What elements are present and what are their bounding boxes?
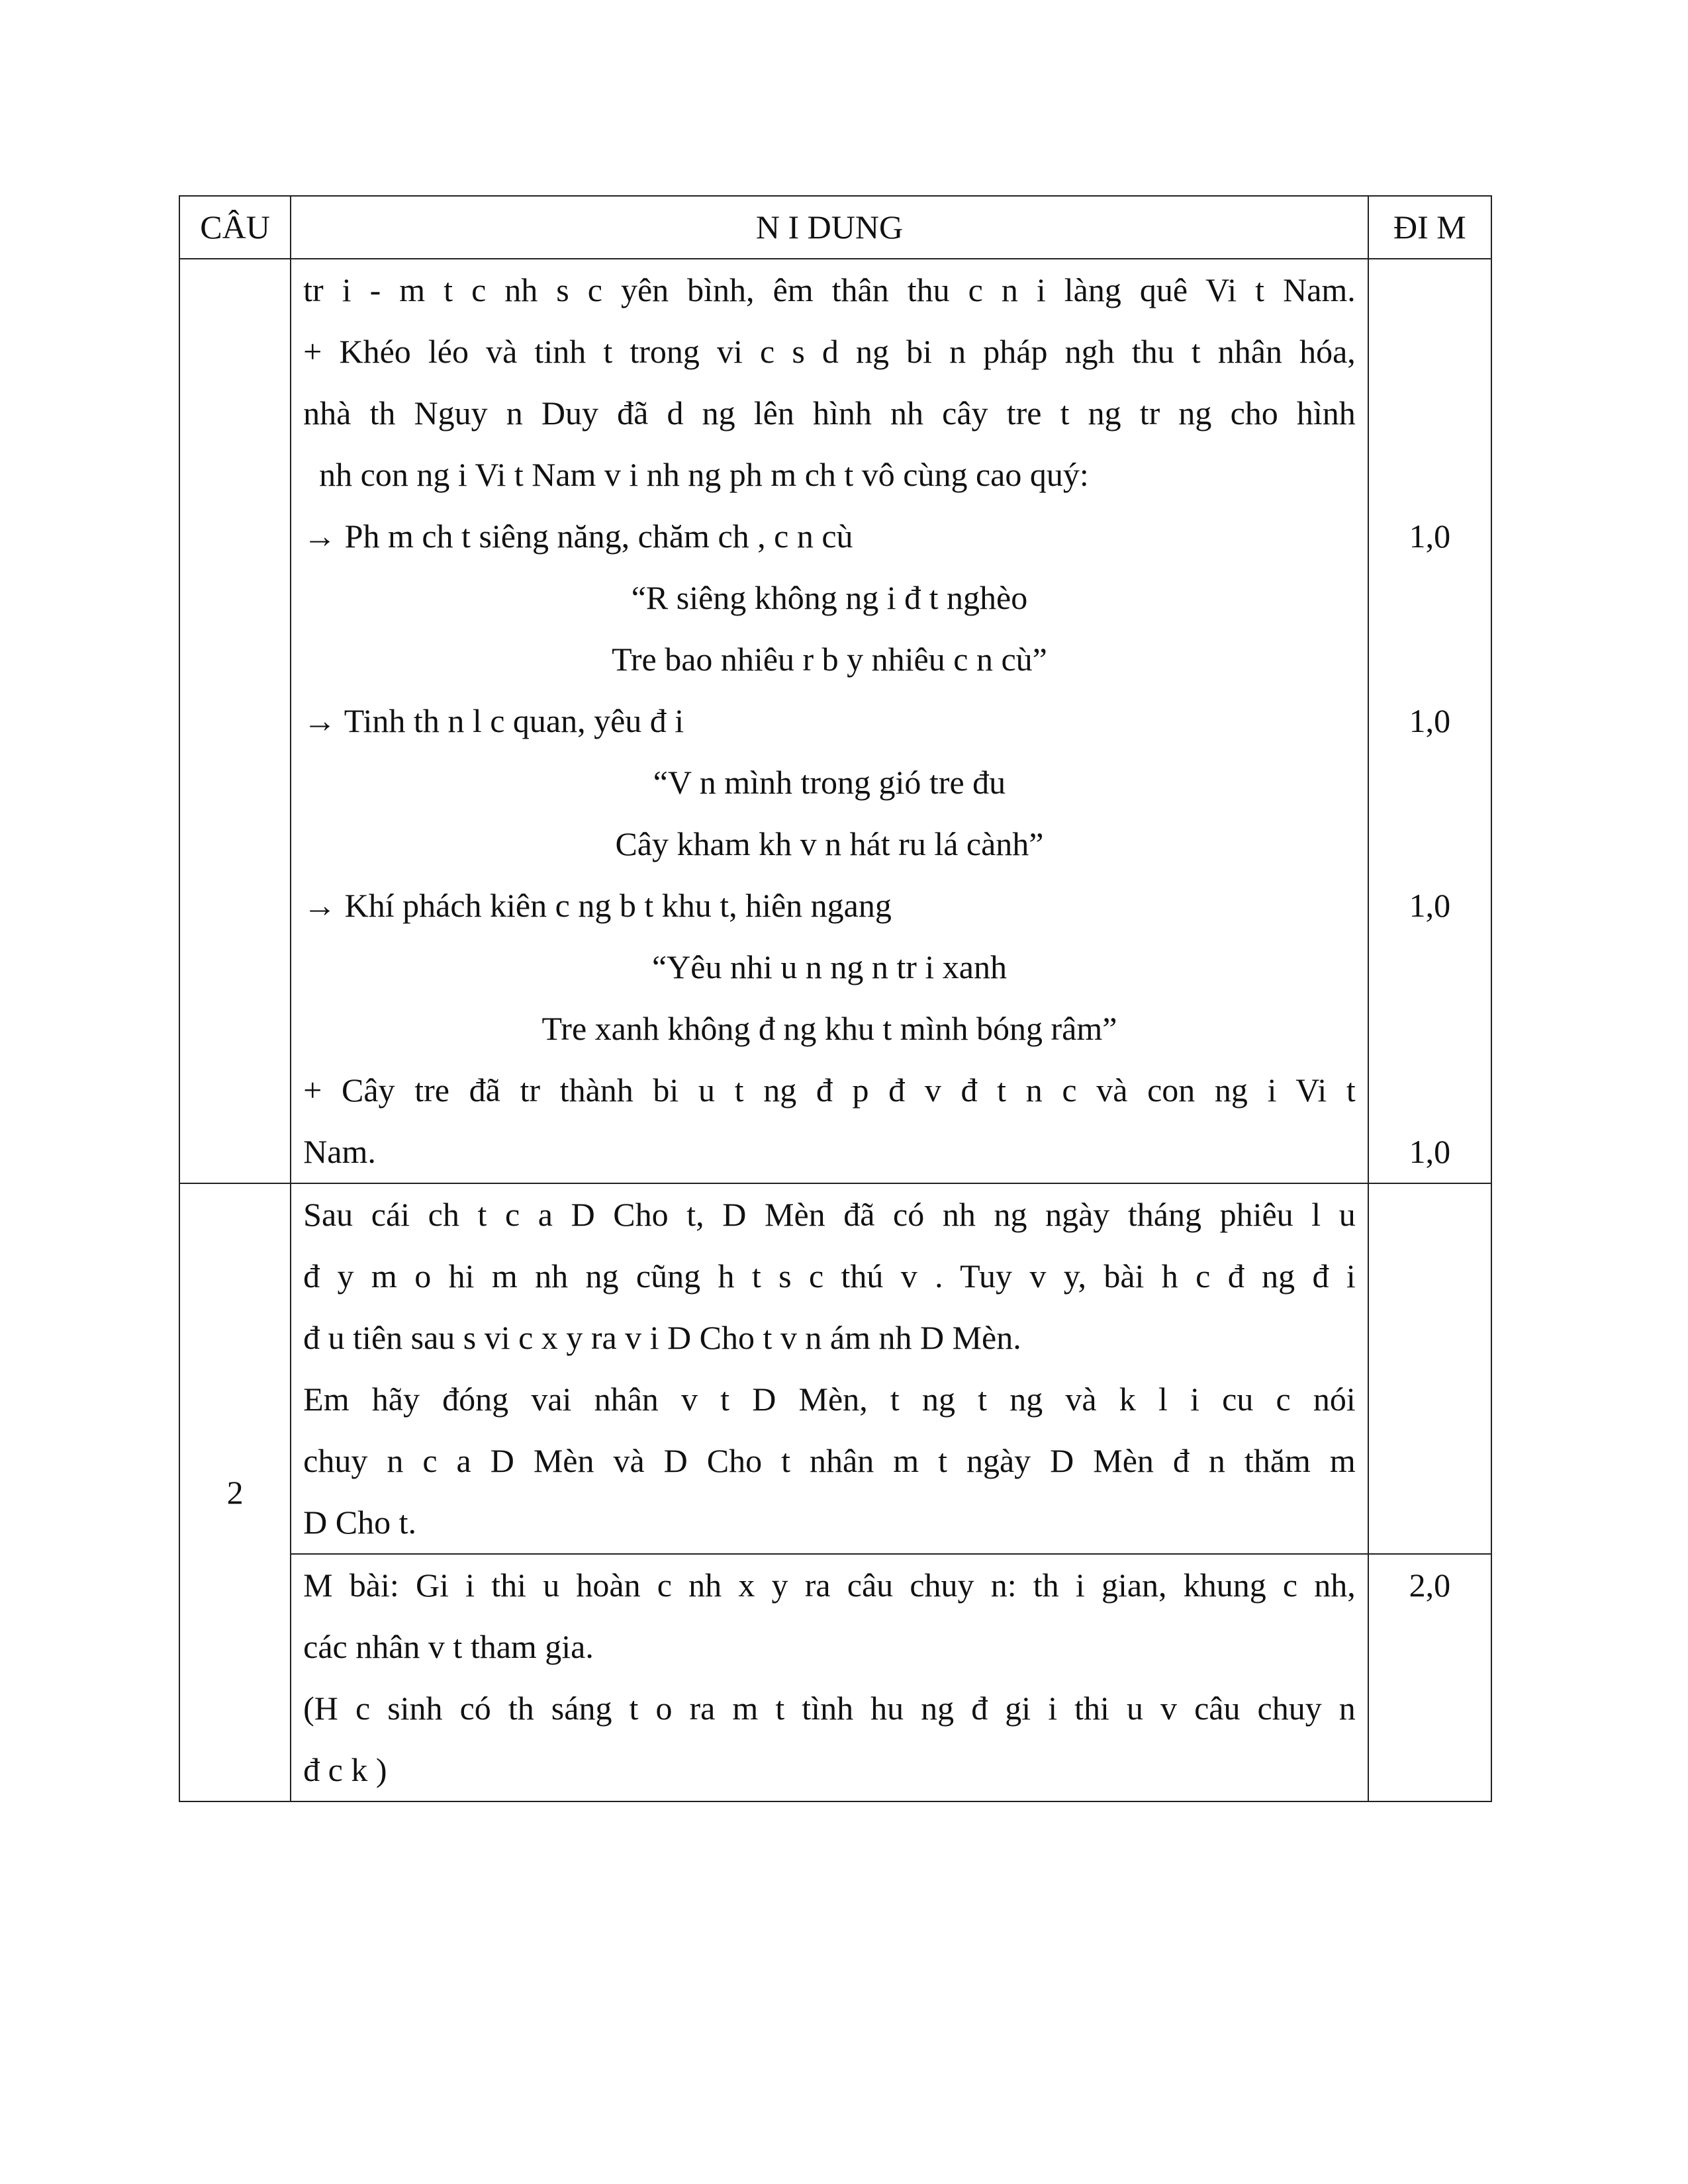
content-line: M bài: Gi i thi u hoàn c nh x y ra câu chuy n: th i gian, khung c nh, <box>303 1567 1356 1604</box>
content-line: + Khéo léo và tinh t trong vi c s d ng bi n pháp ngh thu t nhân hóa, <box>303 333 1356 370</box>
question-line: đ y m o hi m nh ng cũng h t s c thú v . Tuy v y, bài h c đ ng đ i <box>303 1257 1356 1295</box>
cau-cell <box>179 259 291 1183</box>
content-line: nh con ng i Vi t Nam v i nh ng ph m ch t vô cùng cao quý: <box>319 456 1089 493</box>
content-line: đ c k ) <box>303 1751 387 1788</box>
content-line: Nam. <box>303 1133 376 1170</box>
poem-line: Tre bao nhiêu r b y nhiêu c n cù” <box>612 641 1047 678</box>
content-line: (H c sinh có th sáng t o ra m t tình hu ng đ gi i thi u v câu chuy n <box>303 1690 1356 1727</box>
content-line: → Khí phách kiên c ng b t khu t, hiên ngang <box>303 887 892 924</box>
header-cau: CÂU <box>179 196 291 259</box>
poem-line: Cây kham kh v n hát ru lá cành” <box>615 825 1044 862</box>
poem-line: Tre xanh không đ ng khu t mình bóng râm” <box>541 1010 1117 1047</box>
content-cell <box>291 1554 1368 1801</box>
question-line: đ u tiên sau s vi c x y ra v i D Cho t v n ám nh D Mèn. <box>303 1319 1021 1356</box>
table-row <box>179 1183 1491 1554</box>
question-line: Sau cái ch t c a D Cho t, D Mèn đã có nh ng ngày tháng phiêu l u <box>303 1196 1356 1233</box>
content-line: + Cây tre đã tr thành bi u t ng đ p đ v đ t n c và con ng i Vi t <box>303 1071 1356 1109</box>
score-value <box>1369 998 1491 1060</box>
score-value <box>1369 813 1491 875</box>
content-line: → Tinh th n l c quan, yêu đ i <box>303 702 684 739</box>
score-value <box>1369 383 1491 444</box>
score-value: 1,0 <box>1409 1133 1451 1170</box>
content-line: → Ph m ch t siêng năng, chăm ch , c n cù <box>303 518 853 555</box>
cau-cell: 2 <box>179 1183 291 1801</box>
score-cell <box>1368 259 1491 1183</box>
score-value: 1,0 <box>1409 702 1451 739</box>
table-row <box>179 259 1491 1183</box>
content-line: nhà th Nguy n Duy đã d ng lên hình nh cây tre t ng tr ng cho hình <box>303 394 1356 432</box>
poem-line: “Yêu nhi u n ng n tr i xanh <box>651 948 1007 985</box>
content-cell <box>291 259 1368 1183</box>
score-value <box>1369 567 1491 629</box>
poem-line: “V n mình trong gió tre đu <box>653 764 1006 801</box>
score-value <box>1369 259 1491 321</box>
header-noi-dung: N I DUNG <box>291 196 1368 259</box>
table-row <box>179 1554 1491 1801</box>
score-value: 1,0 <box>1409 518 1451 555</box>
score-value <box>1369 444 1491 506</box>
content-line: các nhân v t tham gia. <box>303 1628 594 1665</box>
answer-table <box>179 195 1492 1802</box>
question-line: Em hãy đóng vai nhân v t D Mèn, t ng t ng và k l i cu c nói <box>303 1381 1356 1418</box>
content-line: tr i - m t c nh s c yên bình, êm thân thu c n i làng quê Vi t Nam. <box>303 271 1356 308</box>
score-cell <box>1368 1554 1491 1801</box>
header-row <box>179 196 1491 259</box>
score-value: 1,0 <box>1409 887 1451 924</box>
score-value <box>1369 1060 1491 1121</box>
score-value <box>1369 936 1491 998</box>
poem-line: “R siêng không ng i đ t nghèo <box>631 579 1028 616</box>
score-value <box>1369 321 1491 383</box>
score-value <box>1369 752 1491 813</box>
header-diem: ĐI M <box>1368 196 1491 259</box>
question-line: chuy n c a D Mèn và D Cho t nhân m t ngày D Mèn đ n thăm m <box>303 1442 1356 1479</box>
question-line: D Cho t. <box>303 1504 417 1541</box>
score-cell <box>1368 1183 1491 1554</box>
score-value <box>1369 629 1491 690</box>
score-value: 2,0 <box>1409 1567 1451 1604</box>
question-cell <box>291 1183 1368 1554</box>
